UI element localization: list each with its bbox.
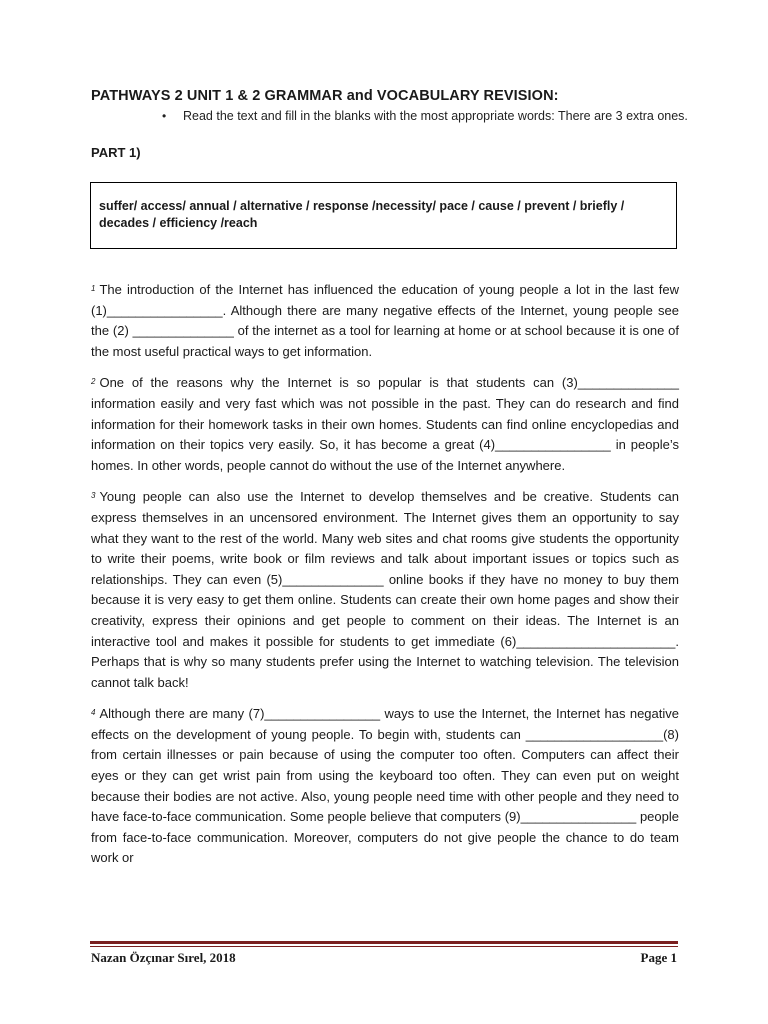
footer-author: Nazan Özçınar Sırel, 2018: [91, 950, 236, 965]
word-bank-box: [90, 182, 677, 249]
word-bank-text: suffer/ access/ annual / alternative / response /necessity/ pace / cause / prevent / briefly / decades / efficiency /reach: [99, 199, 625, 230]
footer-divider-thin: [90, 946, 678, 947]
footer-divider-thick: [90, 941, 678, 944]
page-title: PATHWAYS 2 UNIT 1 & 2 GRAMMAR and VOCABULARY REVISION:: [91, 88, 559, 104]
footer-page-number: Page 1: [640, 950, 677, 965]
paragraph-number: 4: [91, 708, 96, 718]
reading-text: [91, 280, 679, 880]
instruction-text: Read the text and fill in the blanks with the most appropriate words: There are 3 extra ones.: [183, 109, 688, 123]
paragraph-2: [91, 373, 679, 476]
paragraph-number: 1: [91, 284, 96, 293]
paragraph-3: [91, 487, 679, 693]
instruction: [162, 108, 692, 124]
paragraph-text: One of the reasons why the Internet is so popular is that students can (3)______________ information easily and very fast which was not possible in the past. They can do research and find information for their homework tasks in their own homes. Students can find online encyclopedias and information on their topics very easily. So, it has become a great (4)________________ in people’s homes. In other words, people cannot do without the use of the Internet anywhere.: [91, 375, 679, 473]
paragraph-4: [91, 704, 679, 869]
paragraph-text: Although there are many (7)________________ ways to use the Internet, the Internet has negative effects on the development of young people. To begin with, students can ___________________(8) from certain illnesses or pain because of using the computer too often. Computers can affect their eyes or they can get wrist pain from using the keyboard too often. They can even put on weight because their bodies are not active. Also, young people need time with other people and they need to have face-to-face communication. Some people believe that computers (9)________________ people from face-to-face communication. Moreover, computers do not give people the chance to do team work or: [91, 706, 679, 866]
paragraph-text: Young people can also use the Internet to develop themselves and be creative. Students can express themselves in an uncensored environment. The Internet gives them an opportunity to say what they want to the rest of the world. Many web sites and chat rooms give students the opportunity to write their poems, write book or film reviews and talk about important issues or topics such as relationships. They can even (5)______________ online books if they have no money to buy them because it is very easy to get them online. Students can create their own home pages and show their creativity, express their opinions and get people to comment on their ideas. The Internet is an interactive tool and makes it possible for students to get immediate (6)______________________. Perhaps that is why so many students prefer using the Internet to watching television. The television cannot talk back!: [91, 489, 679, 690]
paragraph-1: [91, 280, 679, 362]
paragraph-number: 2: [91, 377, 96, 387]
part-label: PART 1): [91, 145, 141, 160]
paragraph-number: 3: [91, 491, 96, 501]
paragraph-text: The introduction of the Internet has influenced the education of young people a lot in the last few (1)________________. Although there are many negative effects of the Internet, young people see the (2) ______________ of the internet as a tool for learning at home or at school because it is one of the most useful practical ways to get information.: [91, 282, 679, 359]
bullet-icon: •: [162, 109, 167, 123]
